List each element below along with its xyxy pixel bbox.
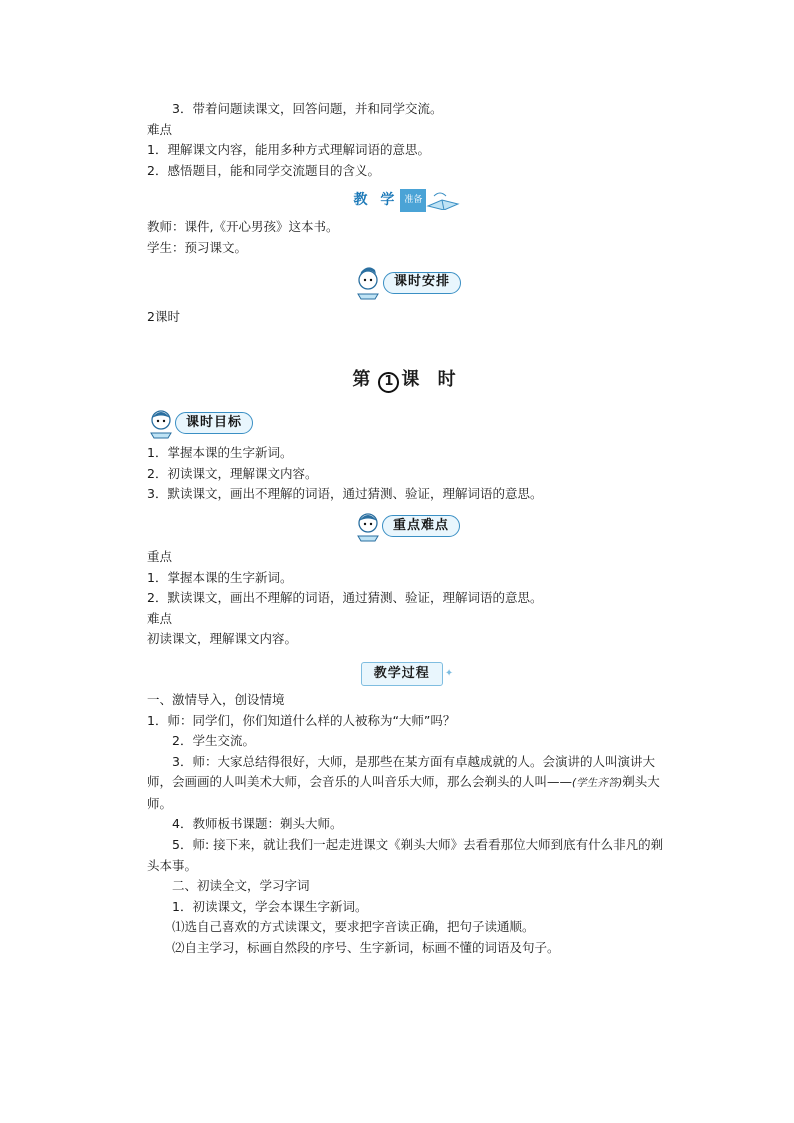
text-line: 3．默读课文，画出不理解的词语，通过猜测、验证，理解词语的意思。 [147, 486, 543, 502]
goal-label: 课时目标 [175, 412, 253, 434]
lesson-suffix: 课 时 [401, 369, 462, 391]
teaching-prep-badge [354, 189, 461, 212]
text-line: 二、初读全文，学习字词 [172, 878, 310, 894]
text-line: ⑵自主学习，标画自然段的序号、生字新词，标画不懂的词语及句子。 [172, 940, 560, 956]
student-icon [353, 266, 383, 300]
text-line: ⑴选自己喜欢的方式读课文，要求把字音读正确，把句子读通顺。 [172, 919, 535, 935]
text-line: 初读课文，理解课文内容。 [147, 631, 298, 647]
annotation: (学生齐答) [572, 777, 623, 790]
text-line: 难点 [147, 610, 173, 626]
paragraph [147, 752, 667, 815]
goal-badge [147, 407, 253, 439]
text-line: 1．掌握本课的生字新词。 [147, 445, 293, 461]
schedule-badge [353, 266, 461, 300]
text-line: 重点 [147, 548, 173, 564]
text-line: 2．初读课文，理解课文内容。 [147, 465, 318, 481]
paragraph-text: 剃头大师。 [147, 774, 660, 811]
text-line: 难点 [147, 121, 173, 137]
key-points-header [147, 509, 667, 543]
lesson-number: 1 [378, 372, 399, 393]
document-page [147, 0, 667, 959]
prep-title: 教 学 [353, 192, 399, 209]
text-line: 2．学生交流。 [172, 733, 255, 749]
text-line: 4．教师板书课题：剃头大师。 [172, 816, 343, 832]
process-label: 教学过程 [361, 662, 443, 687]
paragraph-text: 3．师：大家总结得很好，大师，是那些在某方面有卓越成就的人。会演讲的人叫演讲大师，会画画的人叫美术大师，会音乐的人叫音乐大师，那么会剃头的人叫—— [147, 753, 655, 790]
text-line: 2．默读课文，画出不理解的词语，通过猜测、验证，理解词语的意思。 [147, 590, 543, 606]
text-line: 教师：课件,《开心男孩》这本书。 [147, 219, 339, 235]
text-line: 1．掌握本课的生字新词。 [147, 569, 293, 585]
teaching-prep-header [147, 187, 667, 213]
text-line: 1．初读课文，学会本课生字新词。 [172, 898, 368, 914]
schedule-header [147, 265, 667, 301]
paragraph: 5．师: 接下来，就让我们一起走进课文《剃头大师》去看看那位大师到底有什么非凡的剃头本事。 [147, 837, 664, 873]
process-header [147, 660, 667, 688]
text-line: 1．理解课文内容，能用多种方式理解词语的意思。 [147, 142, 430, 158]
sparkle-icon: ✦ [444, 667, 454, 679]
text-line: 2．感悟题目，能和同学交流题目的含义。 [147, 162, 380, 178]
book-icon [426, 190, 460, 210]
schedule-label: 课时安排 [383, 272, 461, 294]
key-points-label: 重点难点 [382, 515, 460, 537]
text-line: 3．带着问题读课文，回答问题，并和同学交流。 [172, 101, 443, 116]
key-points-badge [354, 510, 460, 542]
lesson-title [147, 370, 667, 393]
text-line: 2课时 [147, 308, 180, 324]
student-icon [354, 510, 382, 542]
text-line: 1．师：同学们，你们知道什么样的人被称为“大师”吗？ [147, 712, 456, 728]
text-line: 学生：预习课文。 [147, 239, 248, 255]
text-line: 一、激情导入，创设情境 [147, 691, 285, 707]
goal-header [147, 403, 667, 439]
prep-tail: 准备 [400, 189, 426, 212]
student-icon [147, 407, 175, 439]
lesson-prefix: 第 [352, 369, 377, 391]
